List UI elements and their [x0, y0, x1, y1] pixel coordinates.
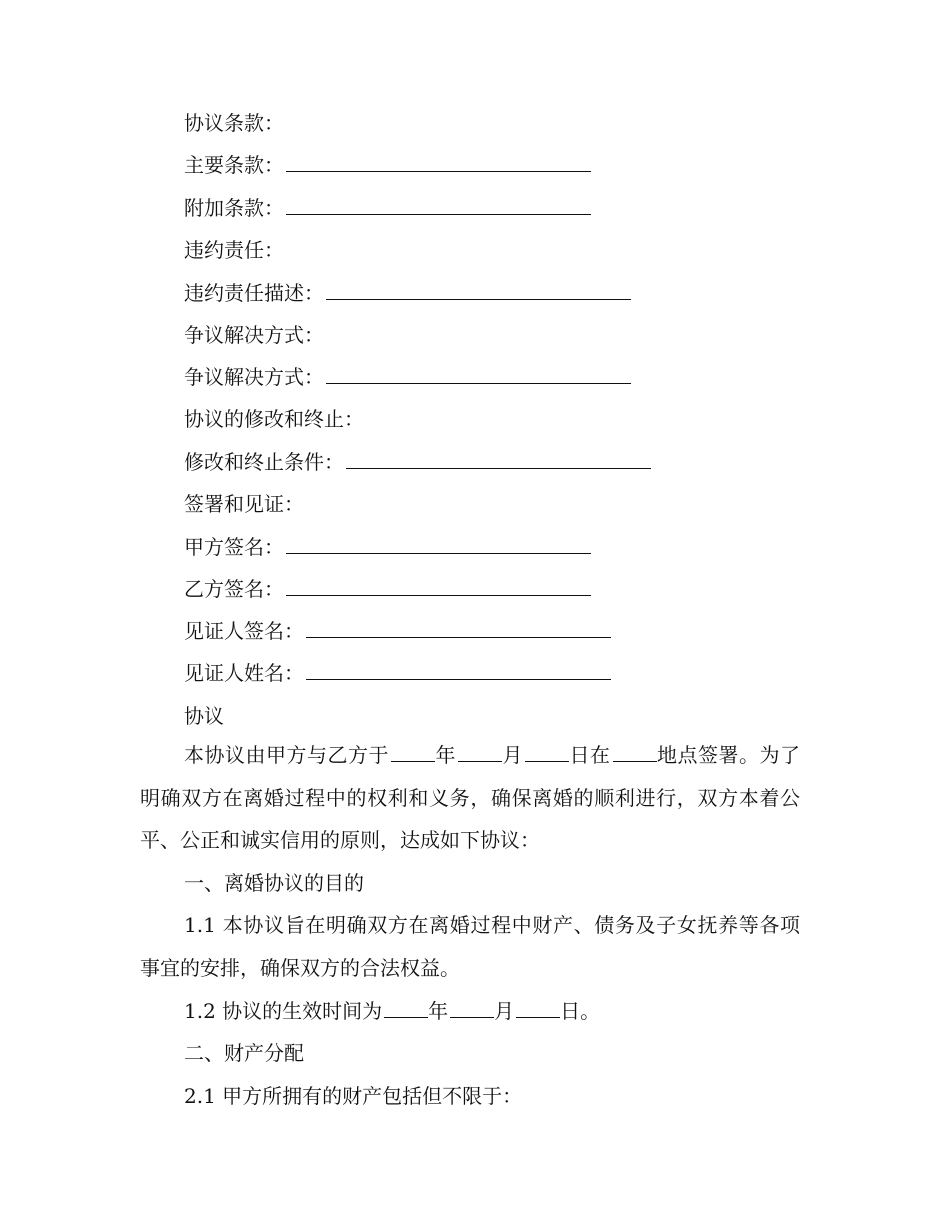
fill-in-blank[interactable] [286, 577, 591, 596]
line-label: 乙方签名： [184, 577, 284, 601]
form-line-liability-description [184, 280, 631, 306]
line-label: 主要条款： [184, 153, 284, 177]
form-line-main-terms [184, 152, 591, 178]
form-line-dispute-method [184, 364, 631, 390]
line-label: 争议解决方式： [184, 365, 324, 389]
line-label: 见证人签名： [184, 619, 304, 643]
fill-in-blank[interactable] [306, 661, 611, 680]
line-label: 签署和见证： [184, 492, 304, 516]
line-label: 附加条款： [184, 196, 284, 220]
fill-in-blank[interactable] [326, 281, 631, 300]
line-label: 争议解决方式： [184, 323, 324, 347]
document-title [184, 703, 224, 729]
clause-1-1: 1.1 本协议旨在明确双方在离婚过程中财产、债务及子女抚养等各项事宜的安排，确保双方的合法权益。 [140, 913, 800, 980]
section-1-title: 一、离婚协议的目的 [184, 871, 364, 895]
line-label: 协议条款： [184, 111, 284, 135]
line-label: 违约责任描述： [184, 281, 324, 305]
fill-in-blank[interactable] [286, 535, 591, 554]
clause-2-1: 2.1 甲方所拥有的财产包括但不限于： [184, 1084, 523, 1108]
day-blank[interactable] [516, 999, 560, 1018]
year-blank[interactable] [391, 743, 435, 762]
fill-in-blank[interactable] [306, 619, 611, 638]
form-line-additional-terms [184, 195, 591, 221]
form-line-party-a-signature [184, 534, 591, 560]
line-label: 修改和终止条件： [184, 450, 344, 474]
section-2-title: 二、财产分配 [184, 1041, 304, 1065]
form-line-party-b-signature [184, 576, 591, 602]
line-label: 见证人姓名： [184, 661, 304, 685]
fill-in-blank[interactable] [346, 450, 651, 469]
form-line-liability-heading [184, 237, 284, 263]
form-line-witness-name [184, 660, 611, 686]
line-label: 甲方签名： [184, 535, 284, 559]
place-blank[interactable] [613, 743, 657, 762]
form-line-dispute-heading [184, 322, 324, 348]
line-label: 协议 [184, 704, 224, 728]
year-blank[interactable] [384, 999, 428, 1018]
intro-paragraph: 本协议由甲方与乙方于 年 月 日在 地点签署。为了明确双方在离婚过程中的权利和义务，确保离婚的顺利进行，双方本着公平、公正和诚实信用的原则，达成如下协议： [140, 743, 800, 852]
fill-in-blank[interactable] [286, 196, 591, 215]
month-blank[interactable] [450, 999, 494, 1018]
line-label: 协议的修改和终止： [184, 407, 364, 431]
fill-in-blank[interactable] [286, 153, 591, 172]
form-line-amend-heading [184, 406, 364, 432]
form-line-witness-signature [184, 618, 611, 644]
month-blank[interactable] [458, 743, 502, 762]
form-line-agreement-terms [184, 110, 284, 136]
fill-in-blank[interactable] [326, 365, 631, 384]
day-blank[interactable] [525, 743, 569, 762]
form-line-amend-conditions [184, 449, 651, 475]
clause-1-2: 1.2 协议的生效时间为 年 月 日。 [184, 999, 601, 1023]
line-label: 违约责任： [184, 238, 284, 262]
form-line-signing-heading [184, 491, 304, 517]
